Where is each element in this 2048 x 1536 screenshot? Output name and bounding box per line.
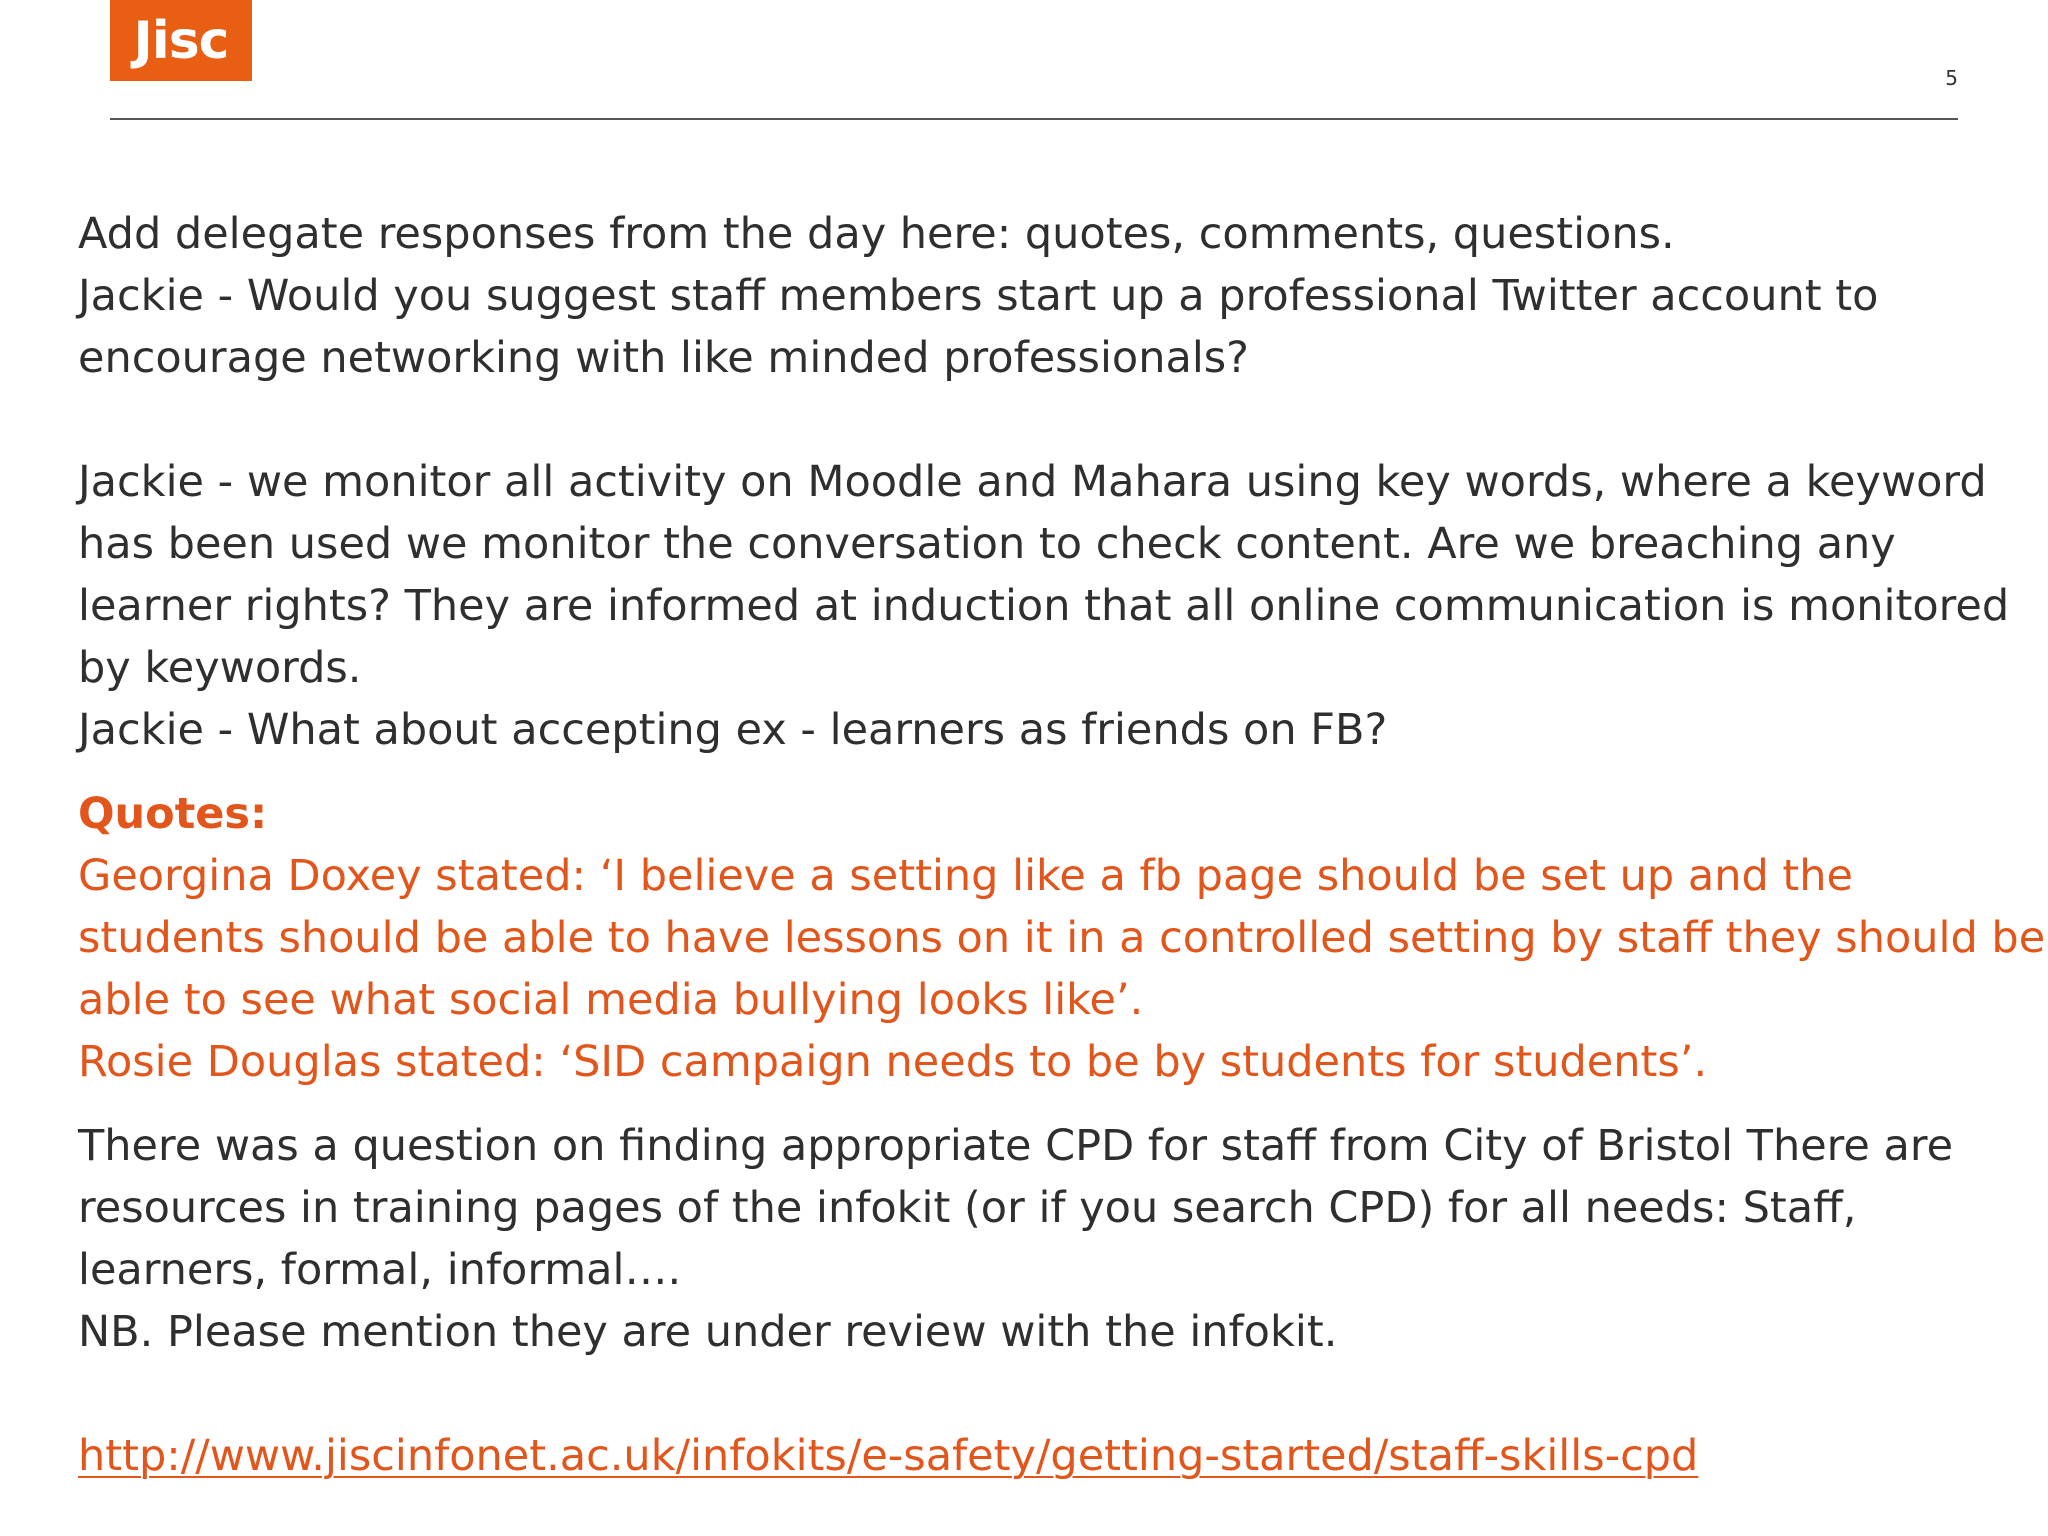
- cpd-line: There was a question on finding appropriate CPD for staff from City of Bristol There are: [78, 1121, 1954, 1171]
- spacer: [78, 1363, 2008, 1425]
- intro-line: Jackie - Would you suggest staff members start up a professional Twitter account to: [78, 271, 1879, 321]
- monitor-line: Jackie - we monitor all activity on Moodle and Mahara using key words, where a keyword: [78, 457, 1987, 507]
- cpd-line: NB. Please mention they are under review with the infokit.: [78, 1307, 1338, 1357]
- spacer: [78, 761, 2008, 783]
- cpd-line: resources in training pages of the infokit (or if you search CPD) for all needs: Staff,: [78, 1183, 1857, 1233]
- quote-line: students should be able to have lessons on it in a controlled setting by staff they should be: [78, 913, 2046, 963]
- quotes-heading: Quotes:: [78, 789, 268, 839]
- spacer: [78, 389, 2008, 451]
- monitor-line: learner rights? They are informed at induction that all online communication is monitored: [78, 581, 2010, 631]
- monitor-line: by keywords.: [78, 643, 362, 693]
- header-divider: [110, 118, 1958, 120]
- cpd-line: learners, formal, informal….: [78, 1245, 682, 1295]
- intro-line: Add delegate responses from the day here: quotes, comments, questions.: [78, 209, 1675, 259]
- quote-line: Georgina Doxey stated: ‘I believe a setting like a fb page should be set up and the: [78, 851, 1853, 901]
- monitor-line: has been used we monitor the conversation to check content. Are we breaching any: [78, 519, 1896, 569]
- slide-body: [78, 203, 2046, 1487]
- quote-line: Rosie Douglas stated: ‘SID campaign needs to be by students for students’.: [78, 1037, 1708, 1087]
- intro-line: encourage networking with like minded professionals?: [78, 333, 1249, 383]
- monitor-line: Jackie - What about accepting ex - learners as friends on FB?: [78, 705, 1388, 755]
- spacer: [78, 1093, 2008, 1115]
- infokit-link[interactable]: http://www.jiscinfonet.ac.uk/infokits/e-safety/getting-started/staff-skills-cpd: [78, 1431, 1699, 1481]
- jisc-logo: Jisc: [110, 0, 252, 81]
- quote-line: able to see what social media bullying looks like’.: [78, 975, 1144, 1025]
- page-number: 5: [1945, 66, 1958, 90]
